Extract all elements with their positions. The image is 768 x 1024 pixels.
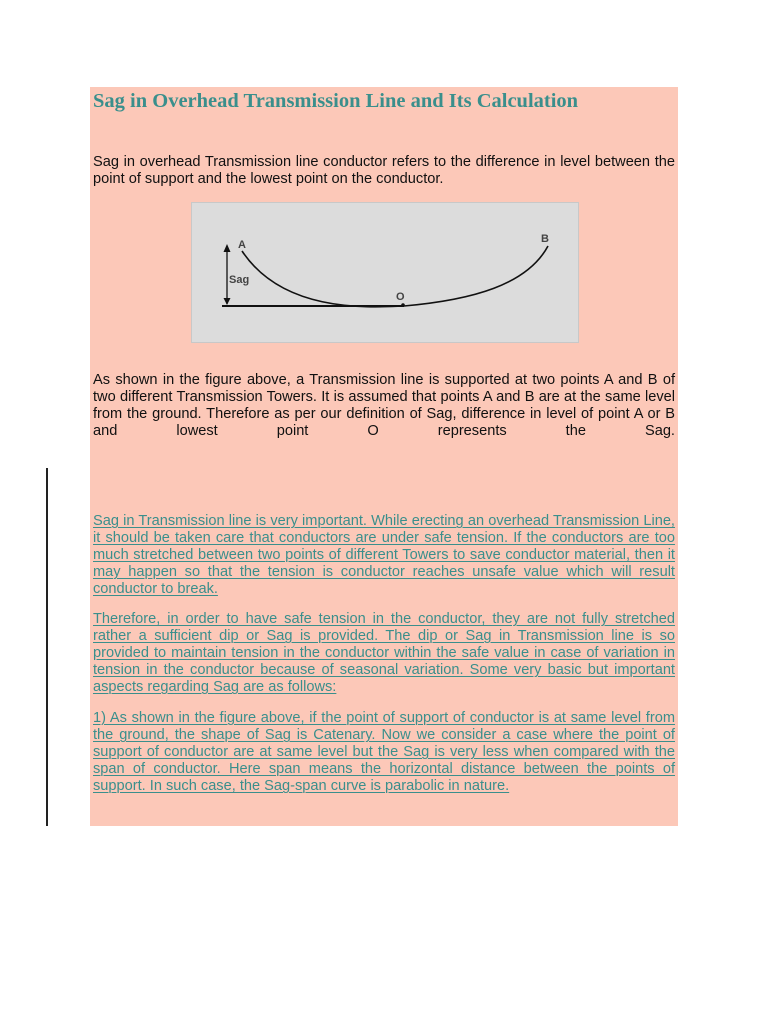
catenary-link[interactable]: 1) As shown in the figure above, if the point of support of conductor is at same level from the ground, the shape of Sag is Catenary. Now we consider a case where the point of support of conductor are at same level but the Sag is very less when compared with the span of conductor. Here span means the horizontal distance between the points of support. In such case, the Sag-span curve is parabolic in nature.	[93, 710, 675, 794]
article-title: Sag in Overhead Transmission Line and Its Calculation	[93, 90, 579, 112]
sag-arrow-up	[224, 244, 231, 252]
explanation-paragraph: As shown in the figure above, a Transmission line is supported at two points A and B of two different Transmission Towers. It is assumed that points A and B are at the same level from the ground. Therefore as per our definition of Sag, difference in level of point A or B and lowest point O represents the Sag.	[93, 372, 675, 439]
page-margin-rule	[46, 468, 48, 826]
label-b: B	[541, 233, 549, 245]
sag-diagram	[191, 202, 579, 343]
lowest-point-marker	[401, 303, 405, 307]
intro-paragraph: Sag in overhead Transmission line conductor refers to the difference in level between the point of support and the lowest point on the conductor.	[93, 154, 675, 187]
sag-arrow-down	[224, 298, 231, 305]
conductor-curve	[242, 246, 548, 307]
label-sag: Sag	[229, 274, 250, 286]
label-a: A	[238, 239, 246, 251]
sag-importance-link[interactable]: Sag in Transmission line is very important. While erecting an overhead Transmission Line, it should be taken care that conductors are under safe tension. If the conductors are too much stretched between two points of different Towers to save conductor material, then it may happen so that the tension is conductor reaches unsafe value which will result conductor to break.	[93, 513, 675, 597]
label-o: O	[396, 291, 405, 303]
sag-diagram-svg	[192, 203, 578, 342]
article-block	[90, 87, 678, 826]
safe-tension-link[interactable]: Therefore, in order to have safe tension in the conductor, they are not fully stretched rather a sufficient dip or Sag is provided. The dip or Sag in Transmission line is so provided to maintain tension in the conductor within the safe value in case of variation in tension in the conductor because of seasonal variation. Some very basic but important aspects regarding Sag are as follows:	[93, 611, 675, 695]
